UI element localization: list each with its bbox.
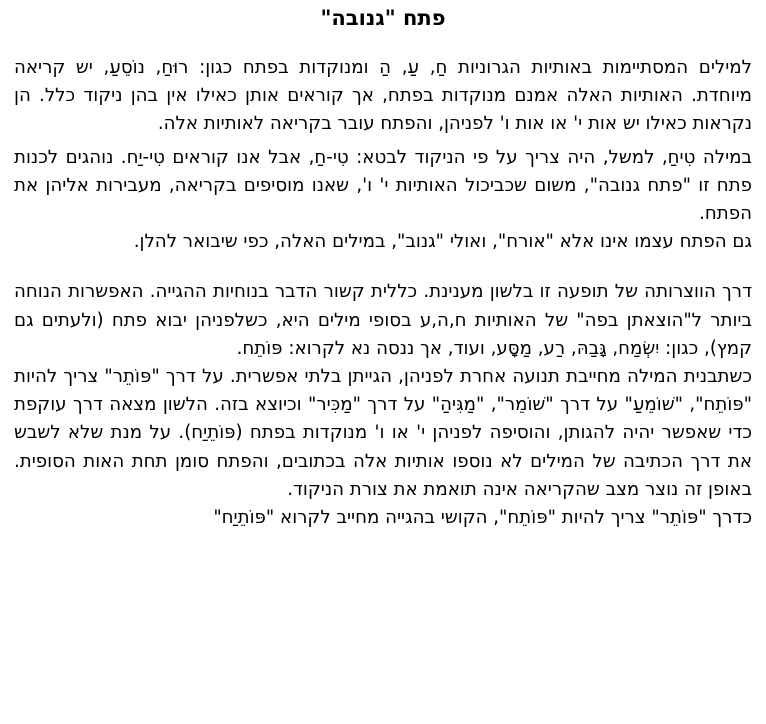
paragraph-3: גם הפתח עצמו אינו אלא "אורח", ואולי "גנוב", במילים האלה, כפי שיבואר להלן. xyxy=(133,231,752,253)
paragraph-4: דרך הווצרותה של תופעה זו בלשון מענינת. כללית קשור הדבר בנוחיות ההגייה. האפשרות הנוחה ביותר ל"הוצאתן בפה" של האותיות ח,ה,ע בסופי מילים היא, כשלפניהן יבוא פתח (ולעתים גם קמץ), כגון: יִשְׂמַח, גָּבַהּ, רַע, מַסָּע, ועוד, אך ננסה נא לקרוא: פּוֹתֵח. xyxy=(14,281,752,359)
document-page xyxy=(0,4,766,724)
paragraph-1: למילים המסתיימות באותיות הגרוניות חַ, עַ, הַ ומנוקדות בפתח כגון: רוּחַ, נוֹסֵעַ, יש קריאה מיוחדת. האותיות האלה אמנם מנוקדות בפתח, אך קוראים אותן כאילו אין בהן ניקוד כלל. הן נקראות כאילו יש אות י' או אות ו' לפניהן, והפתח עובר בקריאה לאותיות אלה. xyxy=(14,57,752,135)
section-spacer xyxy=(14,256,752,278)
paragraph-6: כדרך "פּוֹתֵר" צריך להיות "פּוֹתֵח", הקושי בהגייה מחייב לקרוא "פּוֹתֵיַח" xyxy=(213,507,752,529)
paragraph-5: כשתבנית המילה מחייבת תנועה אחרת לפניהן, הגייתן בלתי אפשרית. על דרך "פּוֹתֵר" צריך להיות "פּוֹתֵח", "שׁוֹמֵעַ" על דרך "שׁוֹמֵר", "מַגִּיהַ" על דרך "מַכִּיר" וכיוצא בזה. הלשון מצאה דרך עוקפת כדי שאפשר יהיה להגותן, והוסיפה לפניהן י' או ו' מנוקדות בפתח (פּוֹתֵיַח). על מנת שלא לשבש את דרך הכתיבה של המילים לא נוספו אותיות אלה בכתובים, והפתח סומן תחת האות הסופית. באופן זה נוצר מצב שהקריאה אינה תואמת את צורת הניקוד. xyxy=(14,366,752,500)
paragraph-2: במילה טִיחַ, למשל, היה צריך על פי הניקוד לבטא: טִי-חַ, אבל אנו קוראים טִי-יַח. נוהגים לכנות פתח זו "פתח גנובה", משום שכביכול האותיות י' ו', שאנו מוסיפים בקריאה, מעבירות אליהן את הפתח. xyxy=(14,146,752,225)
document-title: פתח "גנובה" xyxy=(320,6,446,30)
